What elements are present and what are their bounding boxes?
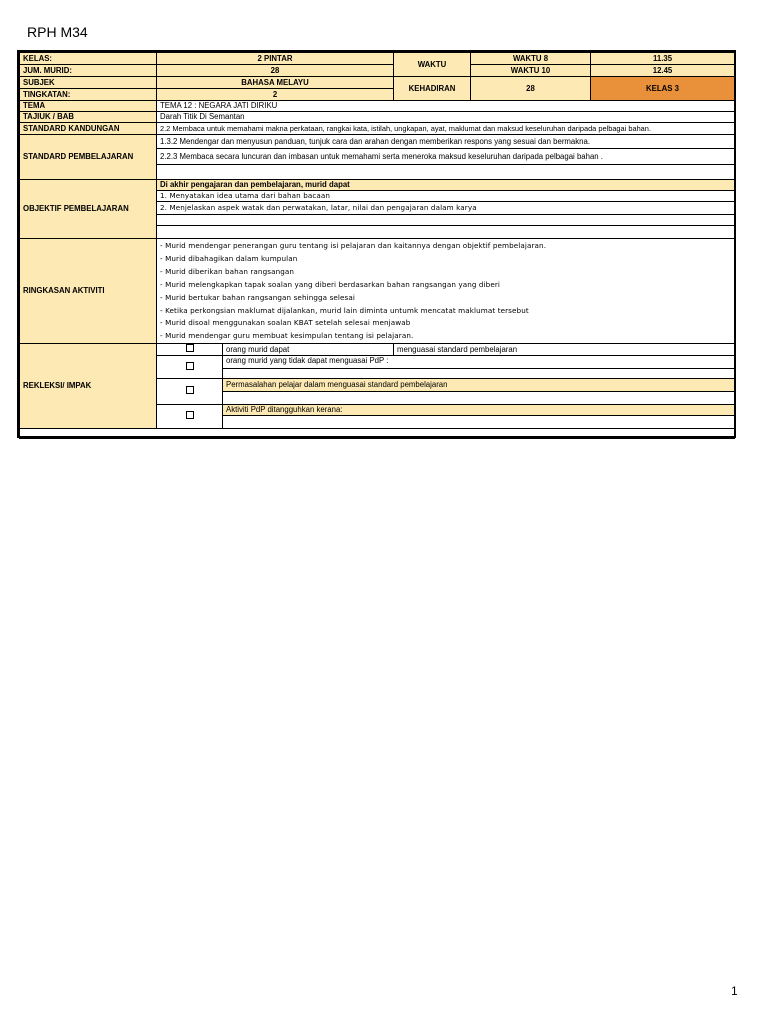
checkbox-icon xyxy=(186,344,194,352)
refleksi-blank xyxy=(223,392,735,405)
standard-pembelajaran-label: STANDARD PEMBELAJARAN xyxy=(20,135,157,180)
checkbox-icon xyxy=(186,362,194,370)
waktu-2-time: 12.45 xyxy=(591,65,735,77)
objektif-intro: Di akhir pengajaran dan pembelajaran, murid dapat xyxy=(157,180,735,191)
ringkasan-list xyxy=(157,239,735,344)
waktu-1-time: 11.35 xyxy=(591,53,735,65)
table-footer-blank xyxy=(20,429,735,439)
standard-kandungan-label: STANDARD KANDUNGAN xyxy=(20,123,157,135)
rph-table-frame xyxy=(17,50,736,438)
ringkasan-item: - Murid melengkapkan tapak soalan yang diberi berdasarkan bahan rangsangan yang diberi xyxy=(160,279,501,289)
refleksi-checkbox-1[interactable] xyxy=(157,344,223,356)
refleksi-blank xyxy=(223,416,735,429)
waktu-1-label: WAKTU 8 xyxy=(471,53,591,65)
objektif-blank xyxy=(157,226,735,239)
document-title: RPH M34 xyxy=(27,24,88,40)
tajuk-value: Darah Titik Di Semantan xyxy=(157,112,735,123)
kehadiran-value: 28 xyxy=(471,77,591,101)
kelas-label: KELAS: xyxy=(20,53,157,65)
objektif-label: OBJEKTIF PEMBELAJARAN xyxy=(20,180,157,239)
standard-pembelajaran-item: 1.3.2 Mendengar dan menyusun panduan, tunjuk cara dan arahan dengan memberikan respons yang sesuai dan bermakna. xyxy=(157,135,735,149)
kelas-number: KELAS 3 xyxy=(591,77,735,101)
kehadiran-label: KEHADIRAN xyxy=(394,77,471,101)
subjek-value: BAHASA MELAYU xyxy=(157,77,394,89)
checkbox-icon xyxy=(186,411,194,419)
standard-pembelajaran-item: 2.2.3 Membaca secara luncuran dan imbasan untuk memahami serta meneroka maksud keseluruhan daripada pelbagai bahan . xyxy=(157,149,735,165)
refleksi-checkbox-4[interactable] xyxy=(157,405,223,429)
waktu-label: WAKTU xyxy=(394,53,471,77)
tema-label: TEMA xyxy=(20,101,157,112)
ringkasan-item: - Murid dibahagikan dalam kumpulan xyxy=(160,253,298,263)
tingkatan-label: TINGKATAN: xyxy=(20,89,157,101)
refleksi-row4: Aktiviti PdP ditangguhkan kerana: xyxy=(223,405,735,416)
objektif-blank xyxy=(157,215,735,226)
ringkasan-item: - Murid mendengar guru membuat kesimpulan tentang isi pelajaran. xyxy=(160,331,414,341)
refleksi-row2: orang murid yang tidak dapat menguasai PdP : xyxy=(223,356,735,369)
refleksi-row3: Permasalahan pelajar dalam menguasai standard pembelajaran xyxy=(223,379,735,392)
tema-value: TEMA 12 : NEGARA JATI DIRIKU xyxy=(157,101,735,112)
ringkasan-item: - Murid diberikan bahan rangsangan xyxy=(160,266,295,276)
standard-kandungan-value: 2.2 Membaca untuk memahami makna perkataan, rangkai kata, istilah, ungkapan, ayat, maklumat dan maksud keseluruhan daripada pelbagai bahan. xyxy=(157,123,735,135)
refleksi-checkbox-2[interactable] xyxy=(157,356,223,379)
tajuk-label: TAJIUK / BAB xyxy=(20,112,157,123)
rph-table xyxy=(19,52,735,439)
objektif-item: 1. Menyatakan idea utama dari bahan bacaan xyxy=(157,191,735,202)
waktu-2-label: WAKTU 10 xyxy=(471,65,591,77)
kelas-value: 2 PINTAR xyxy=(157,53,394,65)
checkbox-icon xyxy=(186,386,194,394)
ringkasan-item: - Murid disoal menggunakan soalan KBAT setelah selesai menjawab xyxy=(160,318,411,328)
ringkasan-item: - Ketika perkongsian maklumat dijalankan, murid lain diminta untumk mencatat maklumat tersebut xyxy=(160,305,529,315)
standard-pembelajaran-blank xyxy=(157,165,735,180)
ringkasan-item: - Murid bertukar bahan rangsangan sehingga selesai xyxy=(160,292,356,302)
refleksi-blank xyxy=(223,369,735,379)
ringkasan-item: - Murid mendengar penerangan guru tentang isi pelajaran dan kaitannya dengan objektif pembelajaran. xyxy=(160,241,547,250)
refleksi-checkbox-3[interactable] xyxy=(157,379,223,405)
refleksi-row1-a: orang murid dapat xyxy=(223,344,394,356)
page-number: 1 xyxy=(731,984,738,998)
subjek-label: SUBJEK xyxy=(20,77,157,89)
refleksi-row1-b: menguasai standard pembelajaran xyxy=(394,344,735,356)
objektif-item: 2. Menjelaskan aspek watak dan perwatakan, latar, nilai dan pengajaran dalam karya xyxy=(157,202,735,215)
ringkasan-label: RINGKASAN AKTIVITI xyxy=(20,239,157,344)
refleksi-label: REKLEKSI/ IMPAK xyxy=(20,344,157,429)
jum-murid-label: JUM. MURID: xyxy=(20,65,157,77)
jum-murid-value: 28 xyxy=(157,65,394,77)
tingkatan-value: 2 xyxy=(157,89,394,101)
